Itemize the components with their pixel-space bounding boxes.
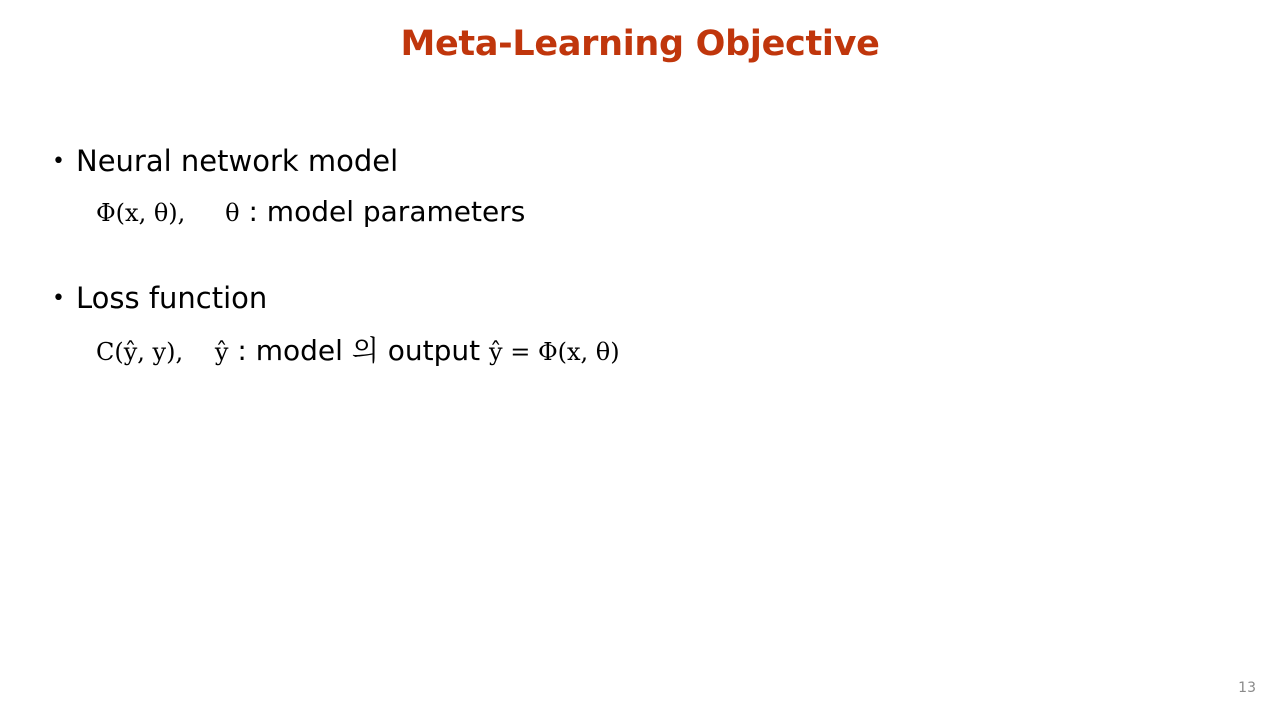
- page-number: 13: [1238, 680, 1256, 696]
- loss-formula: C(ŷ, y),: [96, 338, 184, 366]
- neural-network-model-detail: [96, 194, 525, 231]
- bullet-heading: Loss function: [76, 281, 268, 315]
- parameter-symbol: θ: [225, 199, 240, 227]
- bullet-heading: Neural network model: [76, 144, 399, 178]
- loss-function-detail: [96, 333, 620, 370]
- output-description: : model 의 output: [237, 334, 481, 367]
- bullet-loss-function: [52, 280, 267, 317]
- output-equation: ŷ = Φ(x, θ): [489, 338, 620, 366]
- bullet-marker: •: [52, 149, 65, 174]
- output-symbol: ŷ: [214, 338, 229, 366]
- model-formula: Φ(x, θ),: [96, 199, 186, 227]
- bullet-marker: •: [52, 286, 65, 311]
- bullet-neural-network-model: [52, 143, 398, 180]
- slide-title: Meta-Learning Objective: [400, 24, 880, 64]
- parameter-description: : model parameters: [248, 195, 526, 228]
